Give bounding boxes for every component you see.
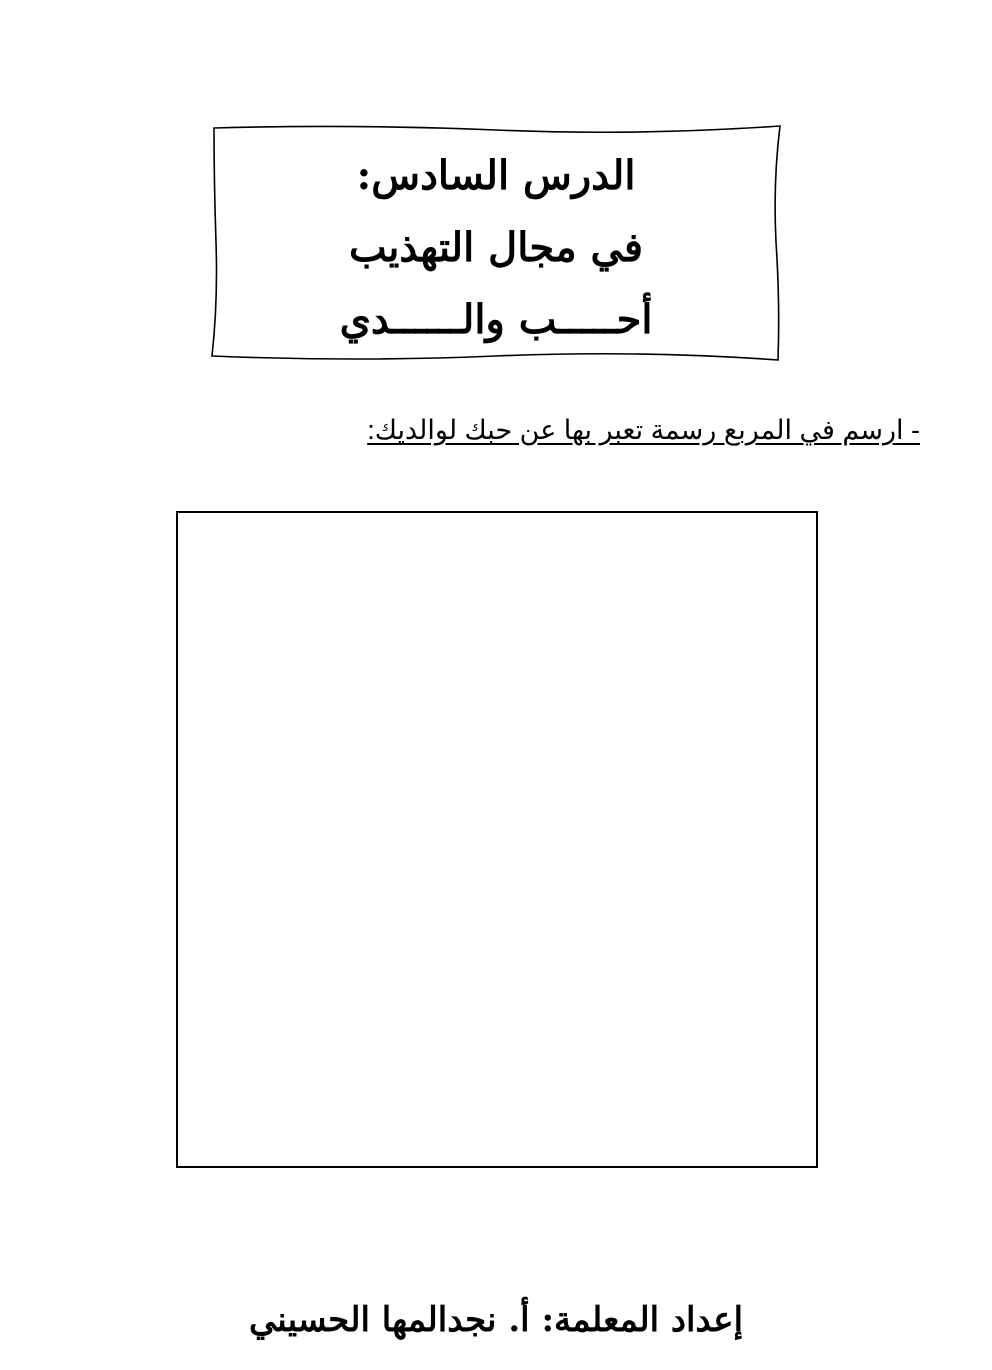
- lesson-title-banner: [206, 122, 786, 364]
- lesson-domain-title: في مجال التهذيب: [348, 224, 644, 271]
- drawing-area-box[interactable]: [176, 511, 818, 1168]
- lesson-topic-title: أحـــــب والــــــدي: [339, 296, 653, 343]
- drawing-instruction: - ارسم في المربع رسمة تعبر بها عن حبك لوالديك:: [367, 415, 920, 445]
- lesson-number-title: الدرس السادس:: [356, 152, 636, 199]
- prepared-by-credit: إعداد المعلمة: أ. نجدالمها الحسيني: [248, 1300, 744, 1340]
